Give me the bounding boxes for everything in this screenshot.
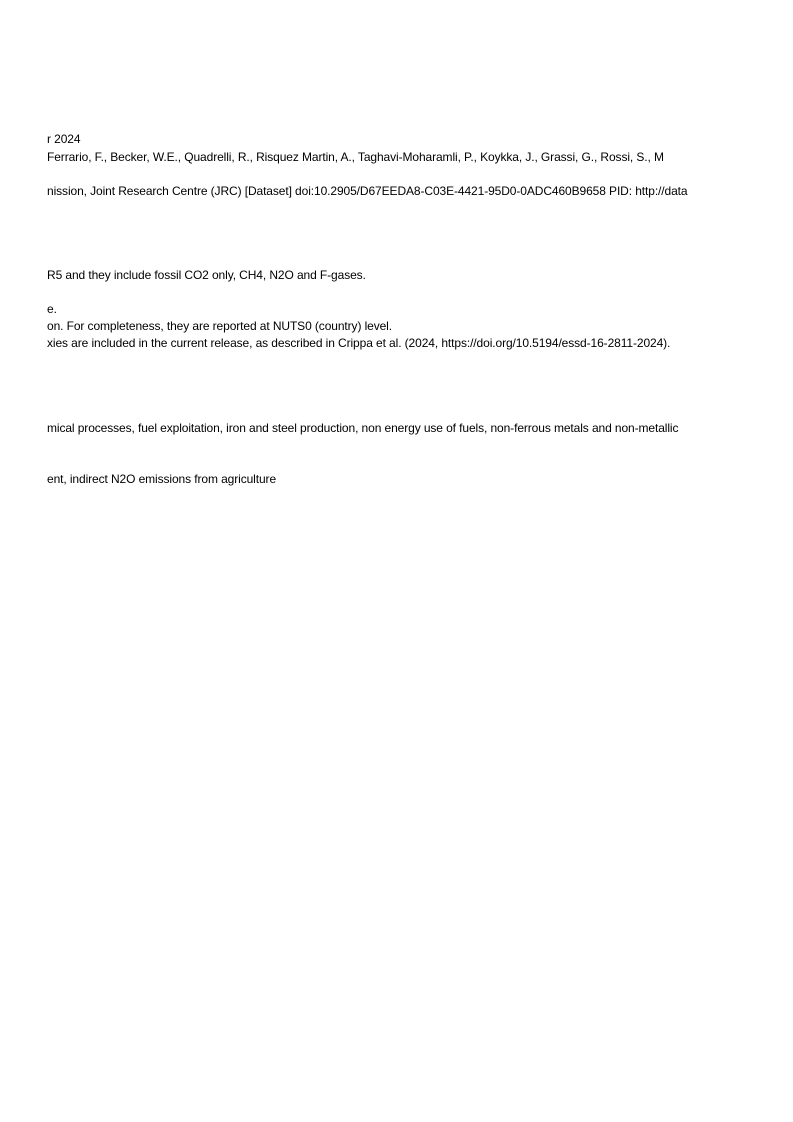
text-line-sectors: mical processes, fuel exploitation, iron and steel production, non energy use of fuels, non-ferrous metals and non-metallic <box>47 421 679 435</box>
text-line-nuts0: on. For completeness, they are reported at NUTS0 (country) level. <box>47 319 392 333</box>
text-line-note: e. <box>47 302 57 316</box>
text-line-proxies: xies are included in the current release, as described in Crippa et al. (2024, https://doi.org/10.5194/essd-16-2811-2024). <box>47 336 671 350</box>
text-line-authors: Ferrario, F., Becker, W.E., Quadrelli, R., Risquez Martin, A., Taghavi-Moharamli, P., Koykka, J., Grassi, G., Rossi, S., M <box>47 150 664 164</box>
text-line-agriculture: ent, indirect N2O emissions from agriculture <box>47 472 277 486</box>
text-line-dataset-citation: nission, Joint Research Centre (JRC) [Dataset] doi:10.2905/D67EEDA8-C03E-4421-95D0-0ADC460B9658 PID: http://data <box>47 184 688 198</box>
text-line-gases: R5 and they include fossil CO2 only, CH4, N2O and F-gases. <box>47 268 366 282</box>
text-line-date: r 2024 <box>47 132 81 146</box>
page-content <box>47 0 741 1122</box>
